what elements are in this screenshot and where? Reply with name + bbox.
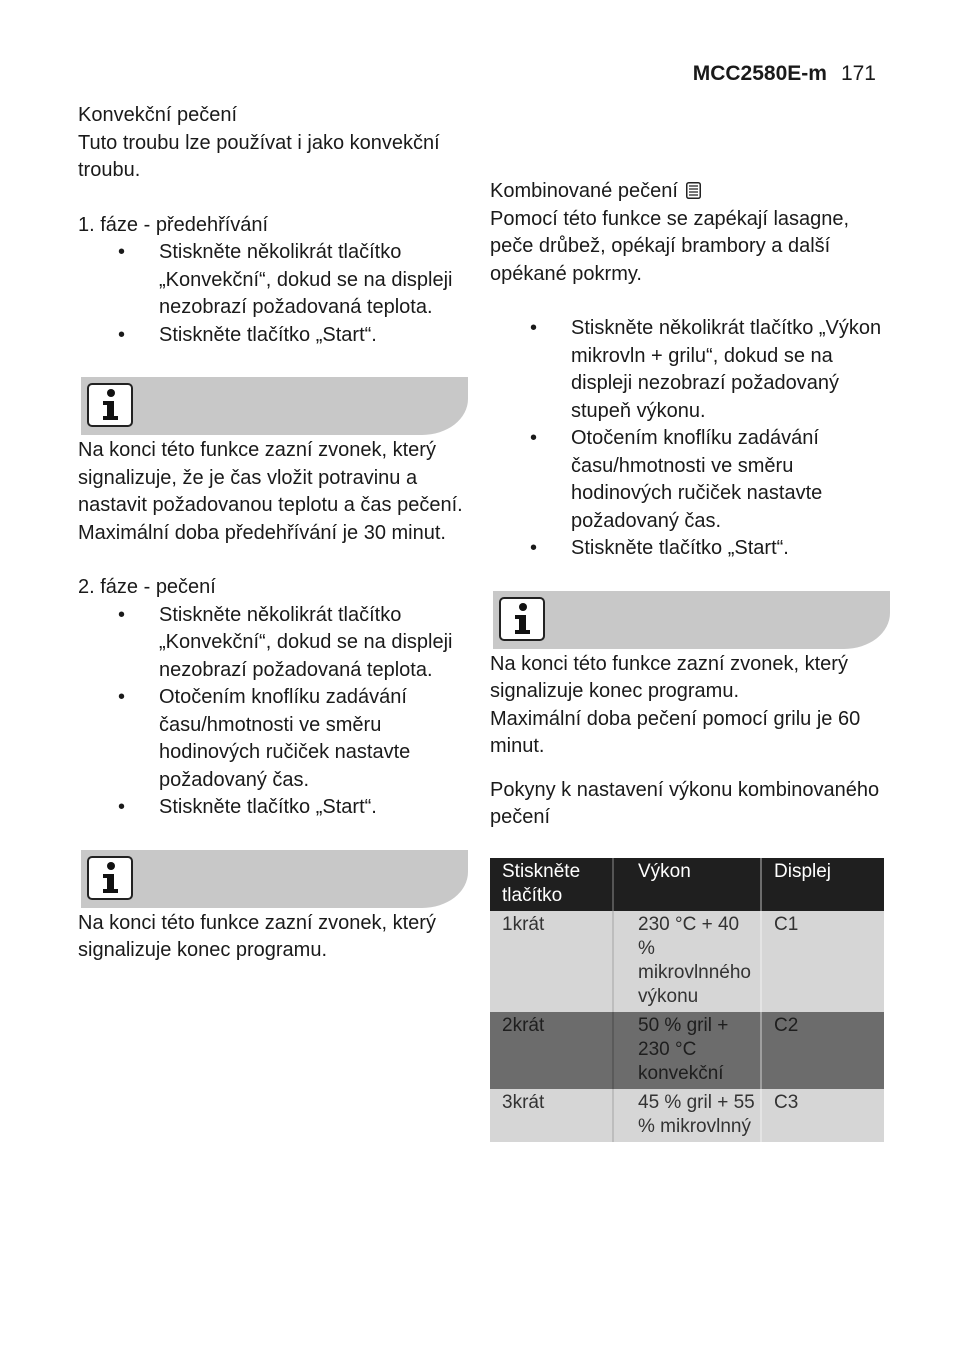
table-cell: 50 % gril + 230 °C konvekční bbox=[620, 1012, 762, 1089]
section-title-convection: Konvekční pečení bbox=[78, 104, 237, 126]
phase2-title: 2. fáze - pečení bbox=[78, 576, 216, 598]
combined-steps bbox=[490, 315, 890, 563]
table-cell: 45 % gril + 55 % mikrovlnný bbox=[620, 1089, 762, 1142]
list-item: • Stiskněte tlačítko „Start“. bbox=[78, 322, 468, 350]
oven-icon bbox=[686, 180, 701, 197]
phase1-steps bbox=[78, 239, 468, 349]
table-cell: 2krát bbox=[490, 1012, 620, 1089]
table-row bbox=[490, 1089, 884, 1142]
info-note-1 bbox=[78, 377, 468, 435]
table-cell: 1krát bbox=[490, 911, 620, 1012]
info-icon bbox=[499, 597, 545, 641]
note-bar bbox=[493, 591, 890, 649]
table-cell: C1 bbox=[774, 913, 799, 935]
note1-text: Na konci této funkce zazní zvonek, který signalizuje, že je čas vložit potravinu a nastavit požadovanou teplotu a čas pečení. bbox=[78, 439, 463, 516]
right-column bbox=[490, 178, 890, 1142]
combined-intro: Pomocí této funkce se zapékají lasagne, peče drůbež, opékají brambory a další opékané pokrmy. bbox=[490, 207, 850, 285]
power-settings-table bbox=[490, 858, 890, 1142]
page-number: 171 bbox=[840, 62, 876, 85]
note1-text-max: Maximální doba předehřívání je 30 minut. bbox=[78, 521, 446, 544]
note2-text: Na konci této funkce zazní zvonek, který signalizuje konec programu. bbox=[78, 911, 436, 961]
info-icon bbox=[87, 856, 133, 900]
note3-text: Na konci této funkce zazní zvonek, který signalizuje konec programu. bbox=[490, 652, 848, 702]
table-row bbox=[490, 911, 884, 1012]
list-item: • Stiskněte tlačítko „Start“. bbox=[490, 535, 890, 563]
table-header-cell: Displej bbox=[774, 860, 832, 882]
page-header bbox=[693, 62, 876, 86]
convection-intro: Tuto troubu lze používat i jako konvekční troubu. bbox=[78, 131, 440, 181]
phase2-steps bbox=[78, 602, 468, 822]
list-item: • Stiskněte několikrát tlačítko „Konvekční“, dokud se na displeji nezobrazí požadovaná teplota. bbox=[78, 239, 468, 322]
section-title-combined bbox=[490, 178, 890, 206]
note-bar bbox=[81, 377, 468, 435]
list-item: • Stiskněte tlačítko „Start“. bbox=[78, 794, 468, 822]
table-cell: 3krát bbox=[490, 1089, 620, 1142]
list-item: • Otočením knoflíku zadávání času/hmotnosti ve směru hodinových ručiček nastavte požadovaný čas. bbox=[490, 425, 890, 535]
table-row bbox=[490, 1012, 884, 1089]
list-item: • Stiskněte několikrát tlačítko „Konvekční“, dokud se na displeji nezobrazí požadovaná teplota. bbox=[78, 602, 468, 685]
note-bar bbox=[81, 850, 468, 908]
info-note-3 bbox=[490, 591, 890, 649]
table-header-cell: Stiskněte tlačítko bbox=[490, 858, 620, 911]
note3-text-max: Maximální doba pečení pomocí grilu je 60 minut. bbox=[490, 707, 861, 757]
info-note-2 bbox=[78, 850, 468, 908]
combined-title-text: Kombinované pečení bbox=[490, 180, 678, 202]
table-cell: C2 bbox=[774, 1014, 799, 1036]
info-icon bbox=[87, 383, 133, 427]
table-header-cell: Výkon bbox=[620, 858, 762, 911]
left-column bbox=[78, 102, 468, 965]
list-item: • Stiskněte několikrát tlačítko „Výkon mikrovln + grilu“, dokud se na displeji nezobrazí požadovaný stupeň výkonu. bbox=[490, 315, 890, 425]
phase1-title: 1. fáze - předehřívání bbox=[78, 213, 269, 236]
table-cell: C3 bbox=[774, 1091, 799, 1113]
list-item: • Otočením knoflíku zadávání času/hmotnosti ve směru hodinových ručiček nastavte požadovaný čas. bbox=[78, 684, 468, 794]
table-title: Pokyny k nastavení výkonu kombinovaného pečení bbox=[490, 778, 880, 828]
table-header-row bbox=[490, 858, 884, 911]
model-name: MCC2580E-m bbox=[692, 62, 827, 85]
table-cell: 230 °C + 40 % mikrovlnného výkonu bbox=[620, 911, 762, 1012]
